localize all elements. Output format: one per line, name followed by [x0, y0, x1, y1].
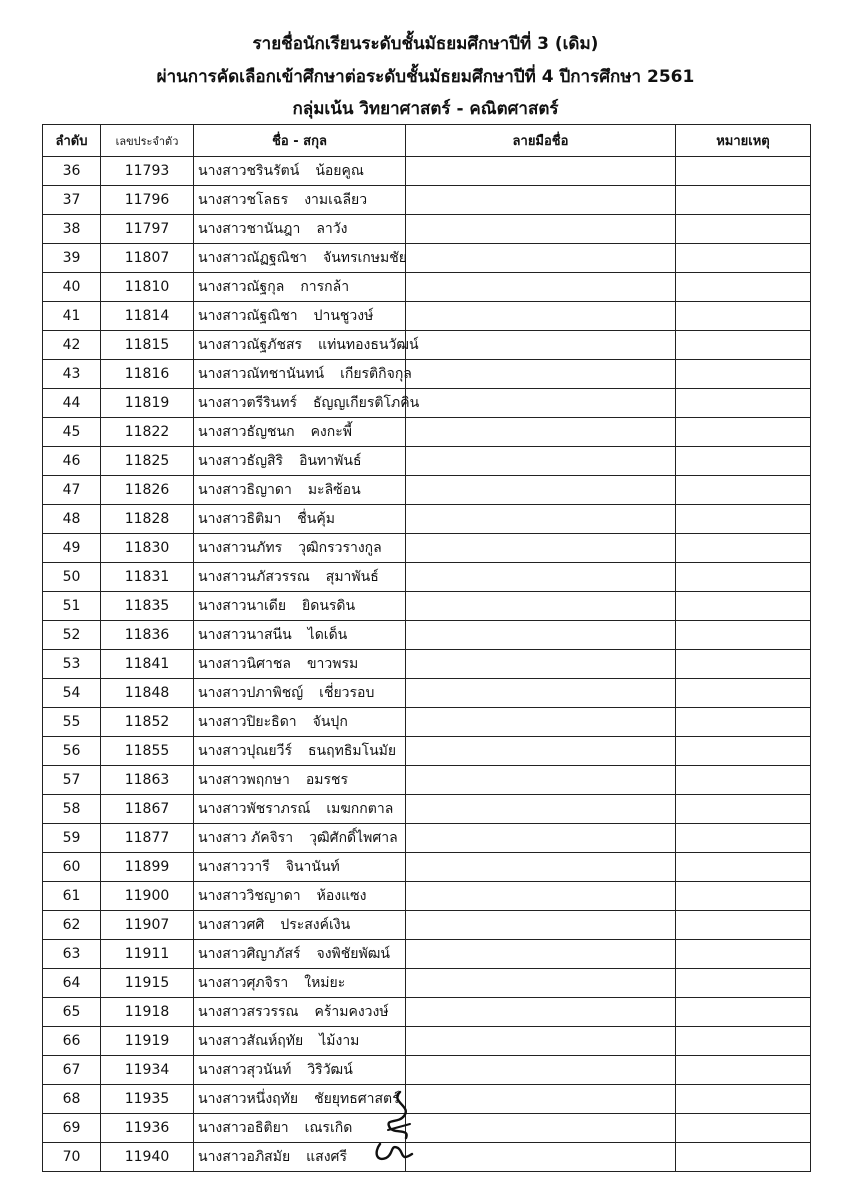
table-row: [43, 534, 811, 563]
row-full-name: [194, 679, 406, 708]
row-last-name: การกล้า: [300, 279, 350, 295]
row-signature-cell: [406, 186, 676, 215]
row-last-name: ธัญญเกียรติโภคิน: [312, 395, 420, 411]
row-remark-cell: [676, 708, 811, 737]
row-full-name: [194, 418, 406, 447]
row-signature-cell: [406, 447, 676, 476]
table-row: [43, 737, 811, 766]
row-first-name: นางสาววิชญาดา: [198, 888, 301, 904]
row-student-id: 11877: [101, 824, 194, 853]
column-header-id: เลขประจำตัว: [101, 125, 194, 157]
row-signature-cell: [406, 766, 676, 795]
row-first-name: นางสาวนภัทร: [198, 540, 283, 556]
row-signature-cell: [406, 1114, 676, 1143]
table-row: [43, 505, 811, 534]
row-signature-cell: [406, 795, 676, 824]
row-last-name: น้อยคูณ: [315, 163, 364, 179]
row-order: 50: [43, 563, 101, 592]
row-full-name: [194, 621, 406, 650]
row-signature-cell: [406, 1085, 676, 1114]
row-student-id: 11936: [101, 1114, 194, 1143]
row-first-name: นางสาววารี: [198, 859, 270, 875]
table-row: [43, 795, 811, 824]
row-first-name: นางสาวศิญาภัสร์: [198, 946, 301, 962]
row-signature-cell: [406, 679, 676, 708]
row-remark-cell: [676, 621, 811, 650]
row-order: 69: [43, 1114, 101, 1143]
row-student-id: 11825: [101, 447, 194, 476]
row-remark-cell: [676, 1085, 811, 1114]
row-order: 58: [43, 795, 101, 824]
row-last-name: ชื่นคุ้ม: [297, 511, 335, 527]
row-signature-cell: [406, 940, 676, 969]
row-student-id: 11796: [101, 186, 194, 215]
row-last-name: แสงศรี: [306, 1149, 347, 1165]
column-header-remark: หมายเหตุ: [676, 125, 811, 157]
row-first-name: นางสาวพฤกษา: [198, 772, 290, 788]
row-signature-cell: [406, 592, 676, 621]
row-remark-cell: [676, 853, 811, 882]
table-row: [43, 418, 811, 447]
row-last-name: จินานันท์: [285, 859, 340, 875]
row-remark-cell: [676, 447, 811, 476]
row-first-name: นางสาวชโลธร: [198, 192, 289, 208]
row-full-name: [194, 998, 406, 1027]
table-row: [43, 1143, 811, 1172]
row-last-name: เชี่ยวรอบ: [319, 685, 375, 701]
row-student-id: 11807: [101, 244, 194, 273]
row-first-name: นางสาวตรีรินทร์: [198, 395, 297, 411]
row-last-name: จงพิชัยพัฒน์: [316, 946, 390, 962]
row-last-name: อมรชร: [305, 772, 348, 788]
row-last-name: คงกะพี้: [310, 424, 352, 440]
row-remark-cell: [676, 157, 811, 186]
row-full-name: [194, 737, 406, 766]
row-full-name: [194, 969, 406, 998]
table-row: [43, 766, 811, 795]
row-last-name: เมฆกกตาล: [326, 801, 394, 817]
row-remark-cell: [676, 824, 811, 853]
table-row: [43, 563, 811, 592]
row-student-id: 11810: [101, 273, 194, 302]
row-signature-cell: [406, 911, 676, 940]
row-remark-cell: [676, 244, 811, 273]
row-first-name: นางสาวนาสนีน: [198, 627, 292, 643]
row-signature-cell: [406, 998, 676, 1027]
row-full-name: [194, 447, 406, 476]
row-last-name: วุฒิกรวรางกูล: [298, 540, 382, 556]
row-first-name: นางสาวพัชราภรณ์: [198, 801, 311, 817]
row-remark-cell: [676, 215, 811, 244]
table-row: [43, 1027, 811, 1056]
row-order: 44: [43, 389, 101, 418]
row-first-name: นางสาวหนึ่งฤทัย: [198, 1091, 299, 1107]
row-signature-cell: [406, 418, 676, 447]
table-row: [43, 302, 811, 331]
row-last-name: แท่นทองธนวัฒน์: [318, 337, 419, 353]
row-remark-cell: [676, 737, 811, 766]
row-signature-cell: [406, 853, 676, 882]
row-last-name: ไดเด็น: [307, 627, 348, 643]
row-signature-cell: [406, 157, 676, 186]
row-order: 46: [43, 447, 101, 476]
row-remark-cell: [676, 273, 811, 302]
row-full-name: [194, 563, 406, 592]
row-first-name: นางสาวสรวรรณ: [198, 1004, 299, 1020]
row-remark-cell: [676, 331, 811, 360]
row-remark-cell: [676, 766, 811, 795]
row-remark-cell: [676, 563, 811, 592]
row-order: 48: [43, 505, 101, 534]
table-row: [43, 447, 811, 476]
row-first-name: นางสาวณัฏฐณิชา: [198, 250, 307, 266]
row-last-name: งามเฉลียว: [304, 192, 368, 208]
row-order: 56: [43, 737, 101, 766]
row-student-id: 11907: [101, 911, 194, 940]
row-remark-cell: [676, 1056, 811, 1085]
row-order: 66: [43, 1027, 101, 1056]
row-first-name: นางสาวสัณห์ฤทัย: [198, 1033, 304, 1049]
row-first-name: นางสาวณัฐภัชสร: [198, 337, 303, 353]
row-remark-cell: [676, 186, 811, 215]
row-first-name: นางสาวอภิสมัย: [198, 1149, 291, 1165]
row-signature-cell: [406, 969, 676, 998]
row-first-name: นางสาวนาเดีย: [198, 598, 287, 614]
row-signature-cell: [406, 882, 676, 911]
row-full-name: [194, 650, 406, 679]
row-first-name: นางสาวอธิติยา: [198, 1120, 289, 1136]
row-order: 53: [43, 650, 101, 679]
row-student-id: 11828: [101, 505, 194, 534]
row-student-id: 11822: [101, 418, 194, 447]
row-full-name: [194, 302, 406, 331]
row-remark-cell: [676, 795, 811, 824]
row-last-name: คร้ามคงวงษ์: [314, 1004, 389, 1020]
row-remark-cell: [676, 650, 811, 679]
row-full-name: [194, 1027, 406, 1056]
row-full-name: [194, 592, 406, 621]
row-signature-cell: [406, 708, 676, 737]
row-full-name: [194, 1056, 406, 1085]
row-full-name: [194, 476, 406, 505]
row-signature-cell: [406, 302, 676, 331]
roster-body: [43, 157, 811, 1172]
row-last-name: อินทาพันธ์: [299, 453, 362, 469]
roster-table: [42, 124, 811, 1172]
row-student-id: 11814: [101, 302, 194, 331]
row-remark-cell: [676, 534, 811, 563]
column-header-name: ชื่อ - สกุล: [194, 125, 406, 157]
row-last-name: ชัยยุทธศาสตร์: [314, 1091, 400, 1107]
row-student-id: 11826: [101, 476, 194, 505]
table-row: [43, 186, 811, 215]
row-signature-cell: [406, 505, 676, 534]
row-order: 37: [43, 186, 101, 215]
row-first-name: นางสาวสุวนันท์: [198, 1062, 292, 1078]
row-full-name: [194, 534, 406, 563]
row-first-name: นางสาวณัฐกุล: [198, 279, 285, 295]
row-first-name: นางสาวณัฐณิชา: [198, 308, 298, 324]
row-last-name: ประสงค์เงิน: [280, 917, 351, 933]
row-remark-cell: [676, 302, 811, 331]
row-student-id: 11915: [101, 969, 194, 998]
row-order: 42: [43, 331, 101, 360]
row-student-id: 11899: [101, 853, 194, 882]
row-first-name: นางสาวนภัสวรรณ: [198, 569, 310, 585]
row-student-id: 11815: [101, 331, 194, 360]
handwritten-signature: [360, 1088, 420, 1168]
row-full-name: [194, 853, 406, 882]
table-header-row: [43, 125, 811, 157]
row-remark-cell: [676, 389, 811, 418]
row-last-name: ไม้งาม: [319, 1033, 360, 1049]
row-signature-cell: [406, 389, 676, 418]
row-order: 62: [43, 911, 101, 940]
row-student-id: 11831: [101, 563, 194, 592]
table-row: [43, 824, 811, 853]
row-order: 57: [43, 766, 101, 795]
row-student-id: 11934: [101, 1056, 194, 1085]
table-row: [43, 882, 811, 911]
row-full-name: [194, 882, 406, 911]
row-last-name: ปานชูวงษ์: [313, 308, 374, 324]
row-order: 55: [43, 708, 101, 737]
row-order: 52: [43, 621, 101, 650]
row-student-id: 11918: [101, 998, 194, 1027]
table-row: [43, 592, 811, 621]
row-full-name: [194, 186, 406, 215]
row-student-id: 11900: [101, 882, 194, 911]
row-order: 39: [43, 244, 101, 273]
column-header-signature: ลายมือชื่อ: [406, 125, 676, 157]
row-signature-cell: [406, 534, 676, 563]
row-signature-cell: [406, 824, 676, 853]
document-subtitle: ผ่านการคัดเลือกเข้าศึกษาต่อระดับชั้นมัธยมศึกษาปีที่ 4 ปีการศึกษา 2561: [156, 67, 695, 87]
row-student-id: 11919: [101, 1027, 194, 1056]
table-row: [43, 360, 811, 389]
row-full-name: [194, 505, 406, 534]
row-order: 64: [43, 969, 101, 998]
table-row: [43, 157, 811, 186]
row-last-name: ห้องแซง: [316, 888, 367, 904]
row-signature-cell: [406, 650, 676, 679]
row-first-name: นางสาวชรินรัตน์: [198, 163, 300, 179]
row-order: 49: [43, 534, 101, 563]
row-order: 51: [43, 592, 101, 621]
table-row: [43, 679, 811, 708]
row-order: 40: [43, 273, 101, 302]
row-last-name: วุฒิศักดิ์ไพศาล: [309, 830, 398, 846]
row-first-name: นางสาวนิศาชล: [198, 656, 291, 672]
row-first-name: นางสาวชานันฎา: [198, 221, 301, 237]
row-signature-cell: [406, 621, 676, 650]
row-first-name: นางสาวธัญสิริ: [198, 453, 284, 469]
row-full-name: [194, 795, 406, 824]
row-student-id: 11819: [101, 389, 194, 418]
row-remark-cell: [676, 911, 811, 940]
row-remark-cell: [676, 360, 811, 389]
table-row: [43, 621, 811, 650]
row-student-id: 11835: [101, 592, 194, 621]
row-first-name: นางสาวปิยะธิดา: [198, 714, 297, 730]
row-order: 65: [43, 998, 101, 1027]
row-full-name: [194, 911, 406, 940]
row-last-name: ธนฤทธิมโนมัย: [308, 743, 397, 759]
row-last-name: ลาวัง: [316, 221, 348, 237]
row-full-name: [194, 940, 406, 969]
row-full-name: [194, 331, 419, 360]
table-row: [43, 476, 811, 505]
row-student-id: 11911: [101, 940, 194, 969]
table-row: [43, 389, 811, 418]
row-order: 61: [43, 882, 101, 911]
row-remark-cell: [676, 998, 811, 1027]
column-header-order: ลำดับ: [43, 125, 101, 157]
row-signature-cell: [406, 1056, 676, 1085]
row-order: 68: [43, 1085, 101, 1114]
row-student-id: 11935: [101, 1085, 194, 1114]
table-row: [43, 650, 811, 679]
table-row: [43, 215, 811, 244]
row-remark-cell: [676, 940, 811, 969]
row-last-name: สุมาพันธ์: [325, 569, 379, 585]
row-signature-cell: [406, 563, 676, 592]
row-last-name: วิริวัฒน์: [307, 1062, 353, 1078]
row-signature-cell: [406, 1027, 676, 1056]
row-order: 41: [43, 302, 101, 331]
row-first-name: นางสาวธิติมา: [198, 511, 282, 527]
row-signature-cell: [406, 737, 676, 766]
row-student-id: 11836: [101, 621, 194, 650]
row-last-name: ใหม่ยะ: [304, 975, 346, 991]
row-last-name: จันปุก: [312, 714, 348, 730]
row-remark-cell: [676, 1027, 811, 1056]
row-signature-cell: [406, 360, 676, 389]
row-first-name: นางสาวปุณยวีร์: [198, 743, 292, 759]
row-full-name: [194, 766, 406, 795]
row-remark-cell: [676, 476, 811, 505]
row-remark-cell: [676, 969, 811, 998]
row-first-name: นางสาวธัญชนก: [198, 424, 295, 440]
row-full-name: [194, 824, 406, 853]
row-last-name: ยิดนรดิน: [302, 598, 356, 614]
row-first-name: นางสาวธิญาดา: [198, 482, 292, 498]
row-signature-cell: [406, 215, 676, 244]
row-last-name: ขาวพรม: [306, 656, 359, 672]
row-last-name: เกียรติกิจกุล: [340, 366, 412, 382]
table-row: [43, 1085, 811, 1114]
row-remark-cell: [676, 679, 811, 708]
row-order: 47: [43, 476, 101, 505]
row-remark-cell: [676, 505, 811, 534]
row-student-id: 11940: [101, 1143, 194, 1172]
row-full-name: [194, 215, 406, 244]
row-student-id: 11797: [101, 215, 194, 244]
row-remark-cell: [676, 592, 811, 621]
row-full-name: [194, 389, 420, 418]
row-order: 59: [43, 824, 101, 853]
row-student-id: 11816: [101, 360, 194, 389]
row-order: 70: [43, 1143, 101, 1172]
row-first-name: นางสาวปภาพิชญ์: [198, 685, 304, 701]
table-row: [43, 1114, 811, 1143]
row-first-name: นางสาวศุภจิรา: [198, 975, 289, 991]
row-last-name: มะลิซ้อน: [307, 482, 361, 498]
row-student-id: 11852: [101, 708, 194, 737]
table-row: [43, 244, 811, 273]
row-full-name: [194, 157, 406, 186]
row-first-name: นางสาวณัทชานันทน์: [198, 366, 325, 382]
row-signature-cell: [406, 1143, 676, 1172]
row-full-name: [194, 273, 406, 302]
row-last-name: เณรเกิด: [304, 1120, 353, 1136]
row-full-name: [194, 360, 412, 389]
table-row: [43, 1056, 811, 1085]
row-signature-cell: [406, 273, 676, 302]
roster-sheet: [42, 124, 810, 1173]
row-student-id: 11855: [101, 737, 194, 766]
row-student-id: 11830: [101, 534, 194, 563]
table-row: [43, 969, 811, 998]
row-student-id: 11793: [101, 157, 194, 186]
table-row: [43, 853, 811, 882]
row-order: 60: [43, 853, 101, 882]
row-full-name: [194, 244, 406, 273]
document-program: กลุ่มเน้น วิทยาศาสตร์ - คณิตศาสตร์: [292, 99, 559, 119]
table-row: [43, 331, 811, 360]
row-order: 67: [43, 1056, 101, 1085]
row-signature-cell: [406, 476, 676, 505]
row-first-name: นางสาว ภัคจิรา: [198, 830, 294, 846]
document-title: รายชื่อนักเรียนระดับชั้นมัธยมศึกษาปีที่ 3 (เดิม): [252, 34, 599, 54]
row-remark-cell: [676, 1143, 811, 1172]
table-row: [43, 273, 811, 302]
row-first-name: นางสาวศศิ: [198, 917, 265, 933]
row-last-name: จันทรเกษมชัย: [323, 250, 407, 266]
row-order: 43: [43, 360, 101, 389]
row-remark-cell: [676, 882, 811, 911]
row-full-name: [194, 708, 406, 737]
table-row: [43, 911, 811, 940]
row-student-id: 11848: [101, 679, 194, 708]
row-order: 38: [43, 215, 101, 244]
row-signature-cell: [406, 244, 676, 273]
row-signature-cell: [406, 331, 676, 360]
row-order: 45: [43, 418, 101, 447]
row-student-id: 11863: [101, 766, 194, 795]
table-row: [43, 998, 811, 1027]
row-remark-cell: [676, 418, 811, 447]
row-order: 54: [43, 679, 101, 708]
table-row: [43, 940, 811, 969]
row-order: 36: [43, 157, 101, 186]
row-order: 63: [43, 940, 101, 969]
row-student-id: 11867: [101, 795, 194, 824]
table-row: [43, 708, 811, 737]
row-student-id: 11841: [101, 650, 194, 679]
row-remark-cell: [676, 1114, 811, 1143]
